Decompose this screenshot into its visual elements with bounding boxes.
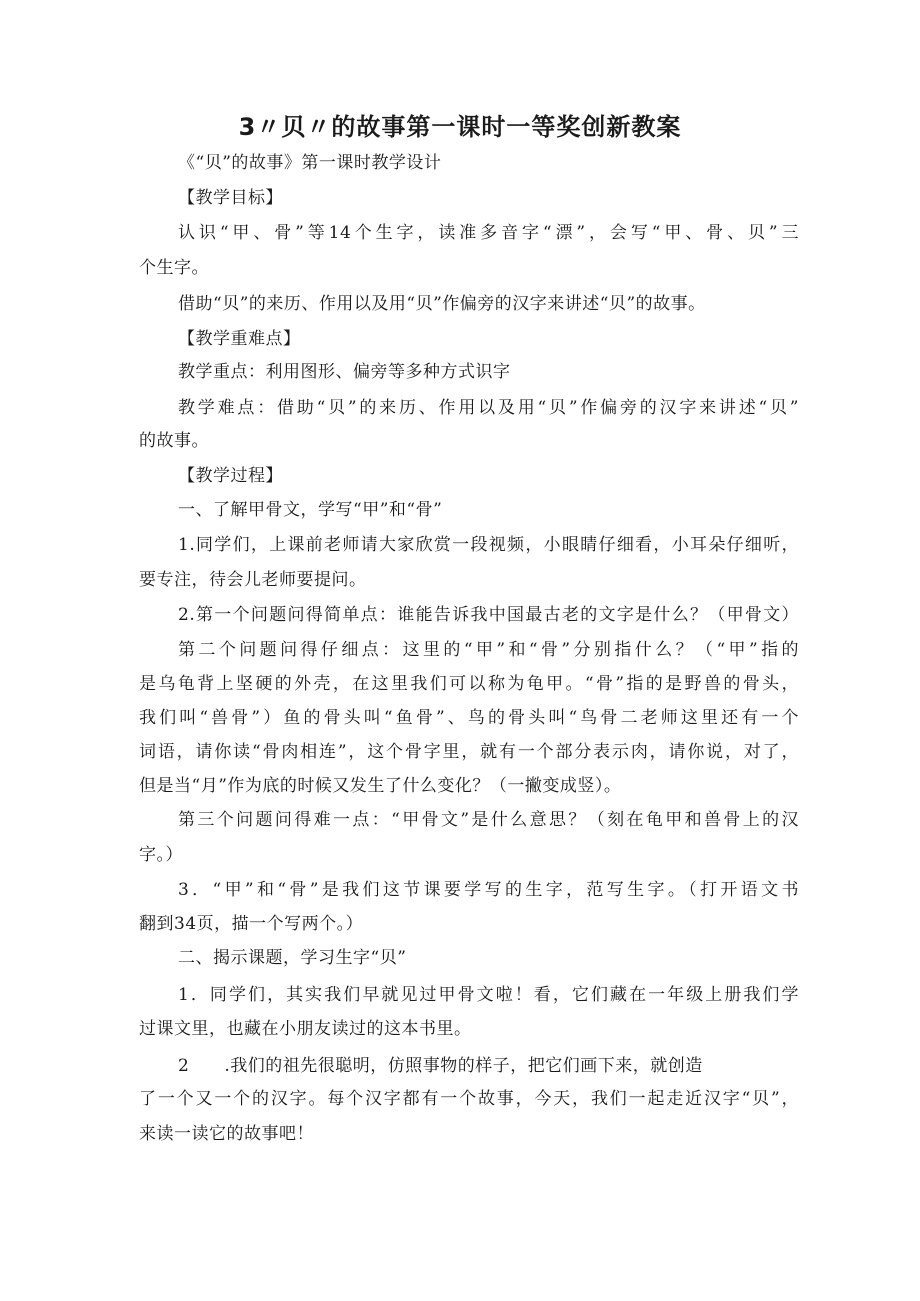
paragraph-line: 第二个问题问得仔细点：这里的“甲”和“骨”分别指什么？（“甲”指的	[178, 640, 799, 660]
part-heading-2: 二、揭示课题，学习生字“贝”	[178, 948, 407, 968]
paragraph-line: 来读一读它的故事吧！	[139, 1124, 314, 1144]
paragraph-line: 过课文里，也藏在小朋友读过的这本书里。	[139, 1019, 472, 1039]
paragraph-line: 了一个又一个的汉字。每个汉字都有一个故事，今天，我们一起走近汉字“贝”，	[139, 1089, 799, 1109]
section-heading-keypoints: 【教学重难点】	[178, 329, 301, 349]
paragraph-line: 1.同学们，上课前老师请大家欣赏一段视频，小眼睛仔细看，小耳朵仔细听，	[178, 535, 799, 555]
paragraph-line: 借助“贝”的来历、作用以及用“贝”作偏旁的汉字来讲述“贝”的故事。	[178, 294, 706, 314]
section-heading-goals: 【教学目标】	[178, 188, 283, 208]
paragraph-line: 教学难点：借助“贝”的来历、作用以及用“贝”作偏旁的汉字来讲述“贝”	[178, 398, 799, 418]
part-heading-1: 一、了解甲骨文，学写“甲”和“骨”	[178, 500, 443, 520]
paragraph-line: 1．同学们，其实我们早就见过甲骨文啦！看，它们藏在一年级上册我们学	[178, 985, 799, 1005]
paragraph-line: 词语，请你读“骨肉相连”，这个骨字里，就有一个部分表示肉，请你说，对了，	[139, 742, 799, 762]
section-heading-process: 【教学过程】	[178, 466, 283, 486]
paragraph-line: 是乌龟背上坚硬的外壳，在这里我们可以称为龟甲。“骨”指的是野兽的骨头，	[139, 674, 799, 694]
paragraph-line: 但是当“月”作为底的时候又发生了什么变化？（一撇变成竖）。	[139, 776, 622, 796]
paragraph-line: 翻到34页，描一个写两个。）	[139, 914, 364, 934]
paragraph-line: 我们叫“兽骨”）鱼的骨头叫“鱼骨”、鸟的骨头叫“鸟骨二老师这里还有一个	[139, 708, 799, 728]
paragraph-line: 个生字。	[139, 258, 209, 278]
paragraph-line: 3．“甲”和“骨”是我们这节课要学写的生字，范写生字。（打开语文书	[178, 880, 799, 900]
paragraph-line: 要专注，待会儿老师要提问。	[139, 570, 367, 590]
paragraph-line: 的故事。	[139, 431, 209, 451]
page-title: 3〃贝〃的故事第一课时一等奖创新教案	[238, 113, 682, 141]
subtitle: 《“贝”的故事》第一课时教学设计	[178, 153, 442, 173]
paragraph-line: 教学重点：利用图形、偏旁等多种方式识字	[178, 362, 511, 382]
paragraph-line: 认识“甲、骨”等14个生字，读准多音字“漂”，会写“甲、骨、贝”三	[178, 223, 799, 243]
paragraph-line: 字。）	[139, 845, 183, 865]
paragraph-line: 第三个问题问得难一点：“甲骨文”是什么意思？（刻在龟甲和兽骨上的汉	[178, 810, 799, 830]
paragraph-line: 2 .我们的祖先很聪明，仿照事物的样子，把它们画下来，就创造	[178, 1056, 703, 1076]
paragraph-line: 2.第一个问题问得简单点：谁能告诉我中国最古老的文字是什么？（甲骨文）	[178, 605, 799, 625]
